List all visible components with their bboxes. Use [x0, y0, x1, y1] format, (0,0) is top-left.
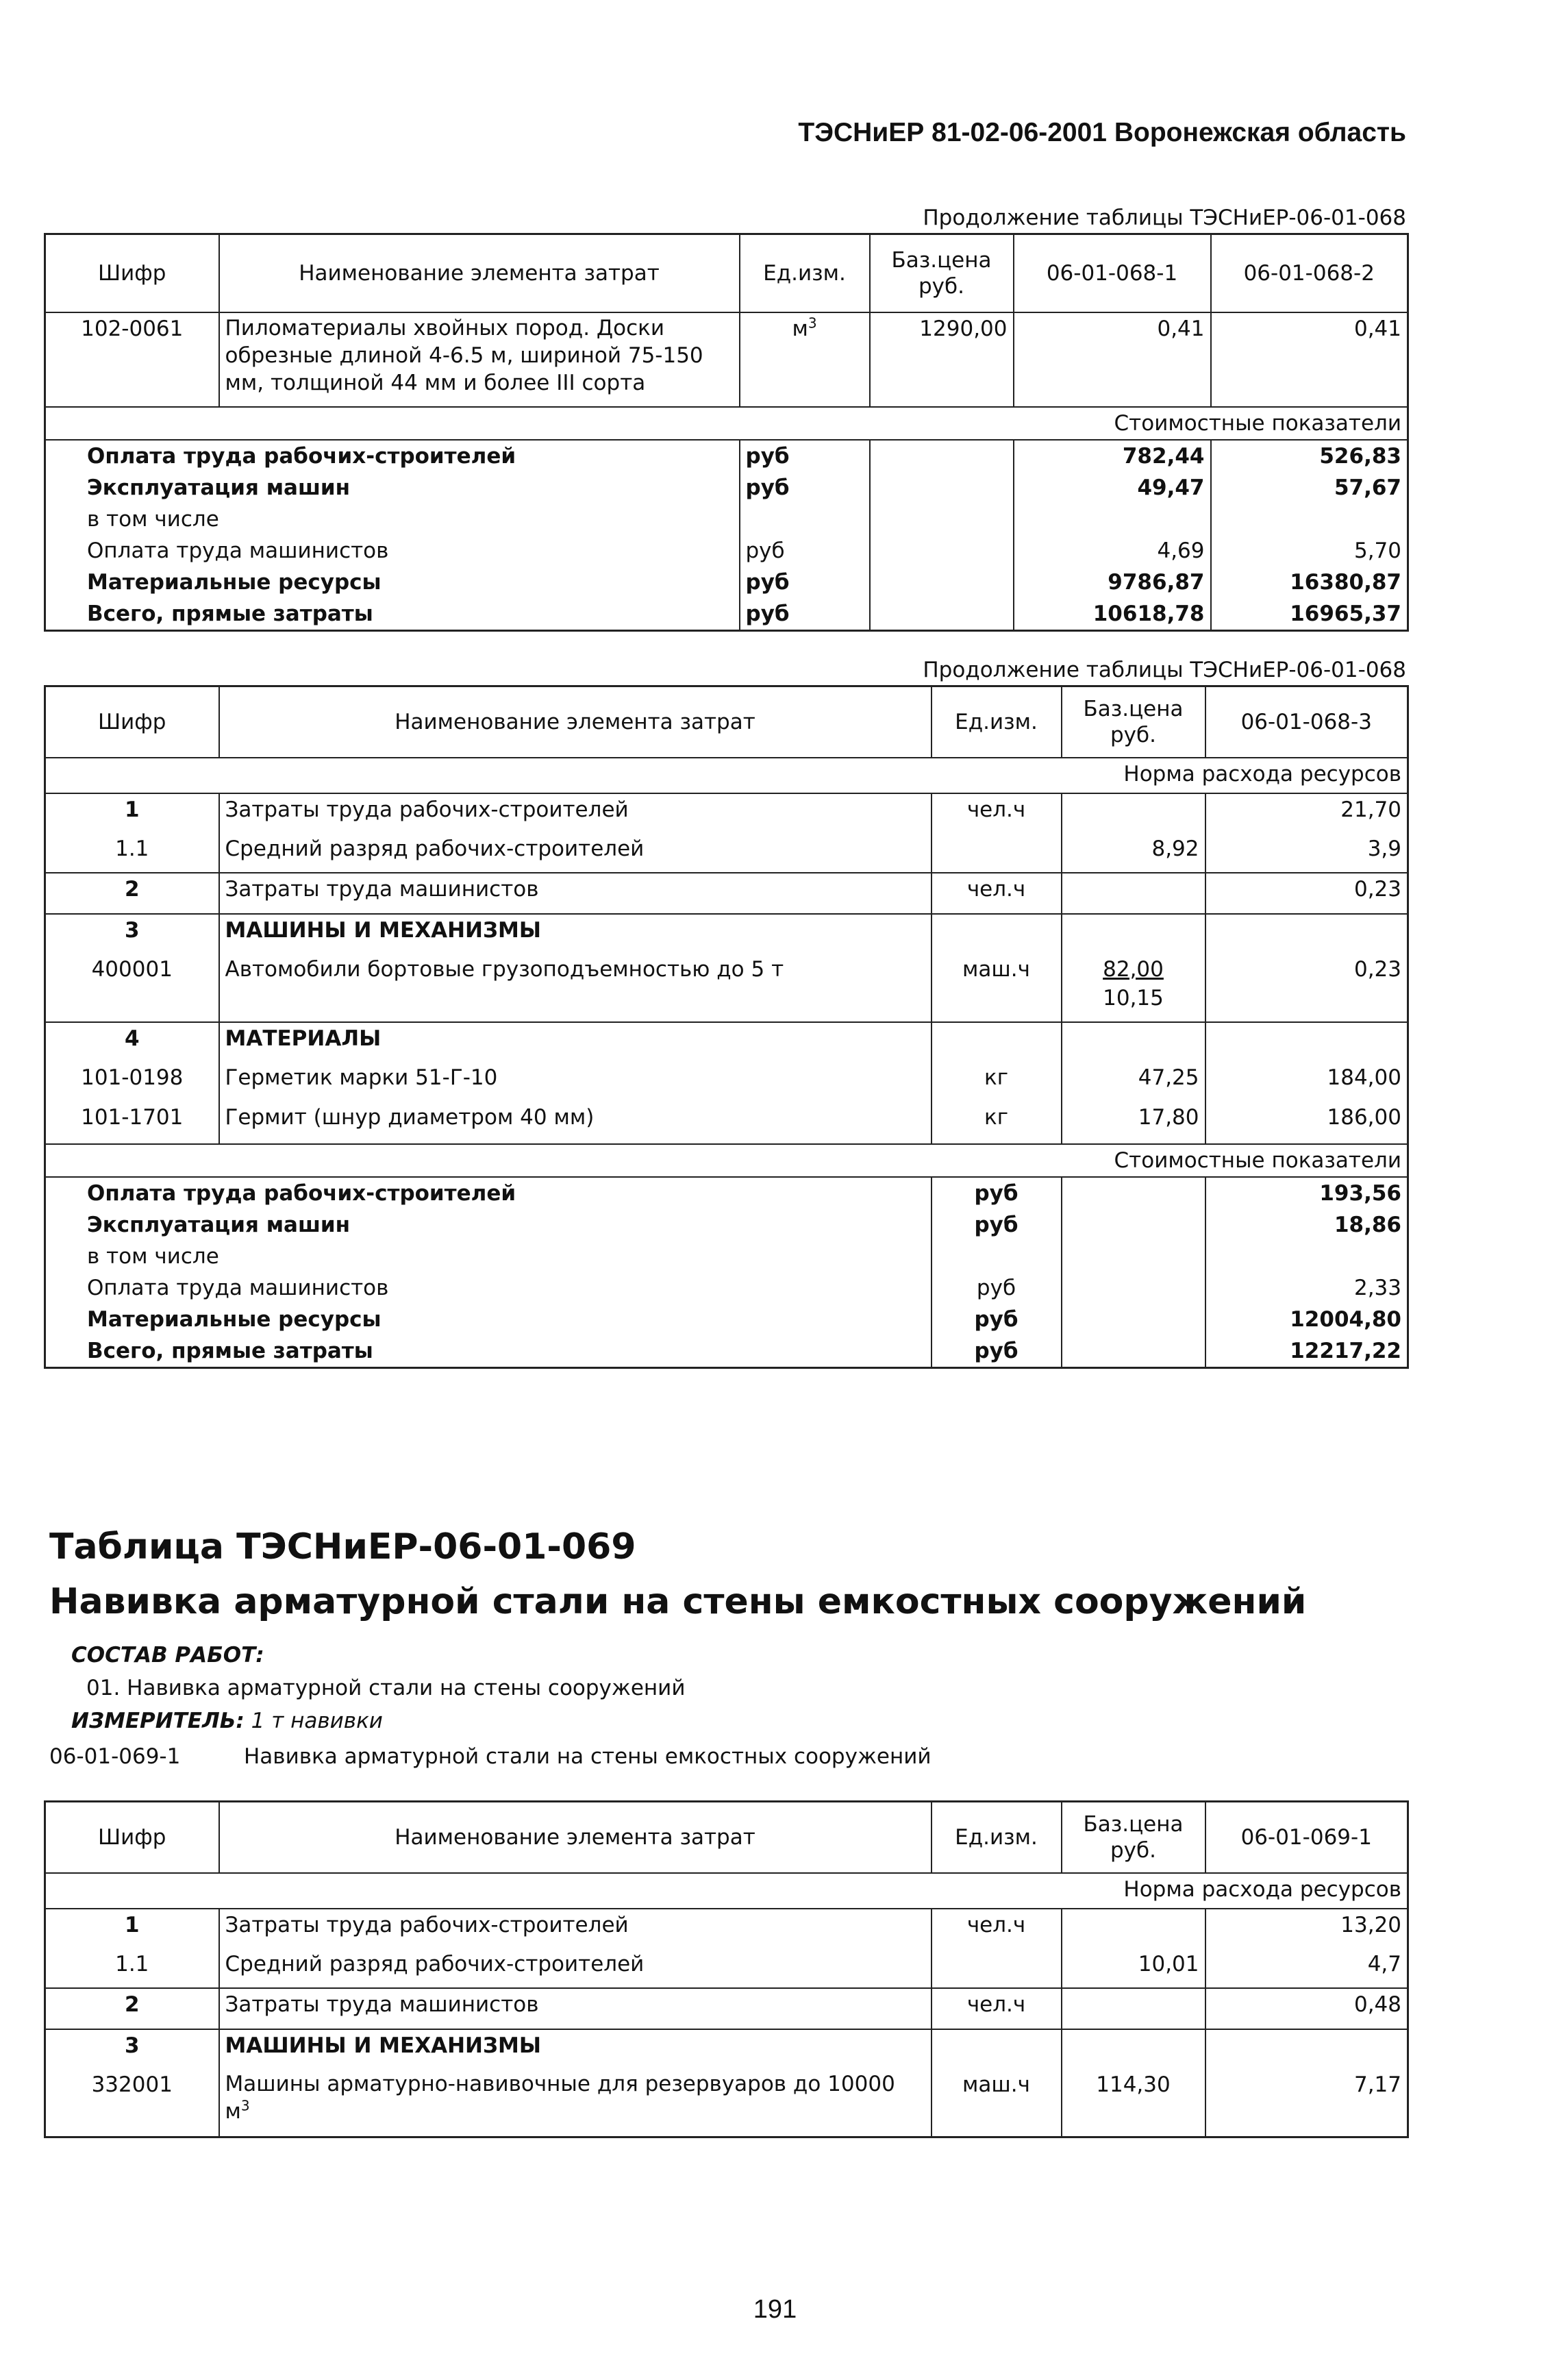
col-header-name: Наименование элемента затрат	[219, 1802, 932, 1873]
resource-table-069-1	[44, 1800, 1409, 2138]
section-row: Стоимостные показатели	[45, 1144, 1408, 1177]
col-header-norm: 06-01-068-3	[1205, 686, 1408, 758]
table-row: 3 МАШИНЫ И МЕХАНИЗМЫ	[45, 2029, 1408, 2069]
cost-row: Оплата труда рабочих-строителей руб 782,44 526,83	[45, 440, 1408, 472]
table-header-row	[45, 234, 1408, 312]
cost-row: Оплата труда рабочих-строителей руб 193,56	[45, 1177, 1408, 1209]
resource-table-068-3	[44, 685, 1409, 1369]
table-header-row	[45, 686, 1408, 758]
table-row: 4 МАТЕРИАЛЫ	[45, 1022, 1408, 1062]
table-row: 102-0061 Пиломатериалы хвойных пород. Доски обрезные длиной 4-6.5 м, шириной 75-150 мм, толщиной 44 мм и более III сорта $м^3$ 1290,00 0,41 0,41	[45, 312, 1408, 407]
norm-code-description: Навивка арматурной стали на стены емкостных сооружений	[244, 1744, 932, 1769]
table-row: 332001 Машины арматурно-навивочные для резервуаров до 10000 $м^3$ маш.ч 114,30 7,17	[45, 2069, 1408, 2137]
table-row: 2 Затраты труда машинистов чел.ч 0,23	[45, 873, 1408, 914]
section-row: Норма расхода ресурсов	[45, 758, 1408, 793]
table-row: 3 МАШИНЫ И МЕХАНИЗМЫ	[45, 914, 1408, 954]
table-row: 101-0198 Герметик марки 51-Г-10 кг 47,25 184,00	[45, 1062, 1408, 1102]
cost-row: Всего, прямые затраты руб 12217,22	[45, 1335, 1408, 1368]
page-number: 191	[753, 2295, 797, 2324]
col-header-unit: Ед.изм.	[932, 686, 1062, 758]
col-header-norm: 06-01-069-1	[1205, 1802, 1408, 1873]
section-row: Норма расхода ресурсов	[45, 1873, 1408, 1909]
table-row: 1 Затраты труда рабочих-строителей чел.ч 13,20	[45, 1909, 1408, 1948]
cost-row: Эксплуатация машин руб 18,86	[45, 1209, 1408, 1241]
cost-row: Материальные ресурсы руб 9786,87 16380,87	[45, 567, 1408, 598]
work-item: 01. Навивка арматурной стали на стены сооружений	[86, 1676, 686, 1700]
table-row: 1 Затраты труда рабочих-строителей чел.ч 21,70	[45, 793, 1408, 833]
col-header-price: Баз.цена руб.	[1062, 1802, 1205, 1873]
col-header-price: Баз.цена руб.	[1062, 686, 1205, 758]
running-header: ТЭСНиЕР 81-02-06-2001 Воронежская область	[798, 118, 1406, 147]
cost-row: Оплата труда машинистов руб 4,69 5,70	[45, 535, 1408, 567]
table-row: 400001 Автомобили бортовые грузоподъемностью до 5 т маш.ч 82,00 10,15 0,23	[45, 954, 1408, 1022]
table-row: 1.1 Средний разряд рабочих-строителей 10,01 4,7	[45, 1948, 1408, 1988]
cost-row: Материальные ресурсы руб 12004,80	[45, 1304, 1408, 1335]
table-title: Таблица ТЭСНиЕР-06-01-069	[49, 1526, 636, 1567]
table-row: 101-1701 Гермит (шнур диаметром 40 мм) кг 17,80 186,00	[45, 1102, 1408, 1144]
cost-row: в том числе	[45, 1241, 1408, 1272]
resource-table-068-1-2	[44, 233, 1409, 632]
cost-row: Оплата труда машинистов руб 2,33	[45, 1272, 1408, 1304]
col-header-norm-1: 06-01-068-1	[1014, 234, 1211, 312]
col-header-name: Наименование элемента затрат	[219, 234, 740, 312]
norm-code: 06-01-069-1	[49, 1744, 181, 1769]
table-continuation-label: Продолжение таблицы ТЭСНиЕР-06-01-068	[923, 206, 1406, 230]
cost-row: Всего, прямые затраты руб 10618,78 16965,37	[45, 598, 1408, 631]
col-header-code: Шифр	[45, 234, 219, 312]
col-header-norm-2: 06-01-068-2	[1211, 234, 1408, 312]
table-row: 2 Затраты труда машинистов чел.ч 0,48	[45, 1988, 1408, 2029]
col-header-unit: Ед.изм.	[740, 234, 870, 312]
col-header-code: Шифр	[45, 686, 219, 758]
table-subtitle: Навивка арматурной стали на стены емкостных сооружений	[49, 1581, 1307, 1622]
table-row: 1.1 Средний разряд рабочих-строителей 8,92 3,9	[45, 833, 1408, 873]
work-composition-label: СОСТАВ РАБОТ:	[71, 1643, 264, 1668]
col-header-code: Шифр	[45, 1802, 219, 1873]
col-header-price: Баз.цена руб.	[870, 234, 1014, 312]
cost-row: в том числе	[45, 504, 1408, 535]
cost-row: Эксплуатация машин руб 49,47 57,67	[45, 472, 1408, 504]
table-continuation-label: Продолжение таблицы ТЭСНиЕР-06-01-068	[923, 658, 1406, 682]
measure-line: ИЗМЕРИТЕЛЬ: 1 т навивки	[71, 1709, 383, 1733]
table-header-row	[45, 1802, 1408, 1873]
col-header-name: Наименование элемента затрат	[219, 686, 932, 758]
section-row: Стоимостные показатели	[45, 407, 1408, 440]
col-header-unit: Ед.изм.	[932, 1802, 1062, 1873]
